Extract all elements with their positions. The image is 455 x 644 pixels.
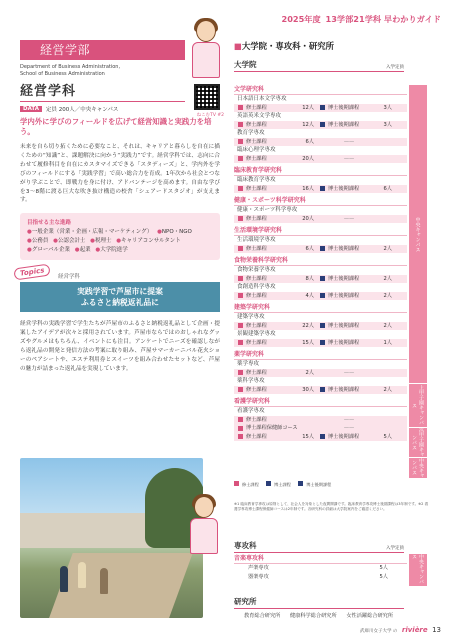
header-year: 2025年度 [281,14,321,24]
program-row: 博士課程保健師コース —— [234,424,407,433]
goal-item: ●NPO・NGO [157,229,192,236]
topics-title-line2: ふるさと納税返礼品に [81,298,159,308]
program-row: 修士課程 6人 博士後期課程 2人 [234,245,407,254]
student-illustration-2 [184,496,224,566]
senkou-capacity-label: 入学定員 [386,546,404,551]
goal-item: ●キャリアコンサルタント [116,238,181,245]
capacity-label: 入学定員 [386,65,404,70]
kenkyu-item: 女性活躍総合研究所 [346,613,394,619]
program-row: 修士課程 8人 博士後期課程 2人 [234,275,407,284]
none-dash: —— [343,416,355,423]
legend [234,481,429,488]
goal-item: ●大学院進学 [95,247,128,254]
senkou-row: 声楽専攻 5人 [248,565,388,571]
field-heading: 臨床教育学研究科 [234,166,407,176]
master-badge-icon [238,340,243,345]
grad-school-heading [234,59,404,72]
senkou-row: 器楽専攻 5人 [248,573,388,580]
master-badge-icon [238,387,243,392]
goal-item: ●グローバル企業 [27,247,71,254]
doctor-badge-icon [320,105,325,110]
none-dash: —— [343,138,355,145]
major-name: 日本語日本文学専攻 [237,96,287,102]
section-title: ■大学院・専攻科・研究所 [234,41,335,51]
master-badge-icon [238,186,243,191]
dept-banner: 経営学部 [20,40,185,60]
qr-code-icon[interactable] [194,84,220,110]
field-heading: 生活環境学研究科 [234,226,407,236]
program-row: 修士課程 2人 —— [234,369,407,378]
master-badge-icon [238,105,243,110]
topics-dept: 経営学科 [58,274,81,281]
master-badge-icon [238,122,243,127]
major-name: 生活環境学専攻 [237,237,276,243]
major-name: 教育学専攻 [237,130,265,136]
doctor-badge-icon [320,293,325,298]
program-row: 修士課程 22人 博士後期課程 2人 [234,322,407,331]
doctor-badge-icon [320,340,325,345]
campus-sidebar [409,85,427,478]
legend-item: 修士課程 [234,481,259,488]
major-name: 臨床教育学専攻 [237,177,276,183]
grad-head: 大学院 [234,60,257,69]
field-heading: 看護学研究科 [234,397,407,407]
page-footer [360,626,441,634]
senkou-table [234,554,407,581]
legend-item: 博士後期課程 [298,481,331,488]
program-row: 修士課程 4人 博士後期課程 2人 [234,292,407,301]
major-name: 薬学専攻 [237,361,260,367]
program-row: 修士課程 20人 —— [234,215,407,224]
program-table [234,85,407,441]
program-row: 修士課程 20人 —— [234,155,407,164]
dept-en-line2: School of Business Administration [20,70,105,77]
campus-label: 中央キャンパス [414,216,421,252]
program-row: 修士課程 12人 博士後期課程 3人 [234,104,407,113]
topics-banner [20,282,220,312]
goals-list [27,228,213,255]
doctor-badge-icon [320,246,325,251]
master-badge-icon [238,323,243,328]
major-name: 英語英米文学専攻 [237,113,282,119]
kenkyu-list [244,612,401,619]
data-row [20,105,220,113]
doctor-badge-icon [320,387,325,392]
doctor-badge-icon [320,122,325,127]
major-name: 健康・スポーツ科学専攻 [237,207,298,213]
none-dash: —— [343,215,355,222]
program-row: 修士課程 30人 博士後期課程 2人 [234,386,407,395]
master-badge-icon [238,293,243,298]
none-dash: —— [343,369,355,376]
program-row: 修士課程 15人 博士後期課程 5人 [234,433,407,442]
doctor-badge-icon [320,323,325,328]
footer-brand: rivière [401,626,428,634]
goals-title: 目指せる主な進路 [27,220,72,227]
master-badge-icon [238,417,243,422]
master-badge-icon [238,370,243,375]
topics-tag: Topics [13,264,51,281]
major-name: 景観建築学専攻 [237,331,276,337]
doctor-badge-icon [320,434,325,439]
senkou-campus-label: 中央キャンパス [409,554,427,586]
major-name: 看護学専攻 [237,408,265,414]
left-column [19,40,224,374]
major-name: 建築学専攻 [237,314,265,320]
qr-label: ねこむTV #2 [196,113,224,118]
field-heading: 建築学研究科 [234,303,407,313]
career-goals-box [20,213,220,260]
senkou-field: 音楽専攻科 [234,554,407,564]
none-dash: —— [343,425,355,431]
dept-title: 経営学科 [20,80,185,102]
goal-item: ●公務員 [27,238,49,245]
major-name: 食創造科学専攻 [237,284,276,290]
right-column [234,40,445,619]
goal-item: ●起業 [74,247,91,254]
master-badge-icon [238,216,243,221]
goal-item: ●公認会計士 [53,238,86,245]
dept-card [20,40,224,260]
doctor-badge-icon [320,186,325,191]
topics-body: 経営学科の実践学習で学生たちが芦屋市のふるさと納税返礼品として企画・提案したアイデアが次々と採用されています。芦屋市ならではのおしゃれなグッズやグルメはもちろん、イベントにも注目。アンケートでニーズを確認しながら返礼品の開発と発信方法の考案に取り組み、芦屋サマーカーニバル花火ショーのペアシートや、エステ利用券とスイーツを組み合わせたセットなど、芦屋の魅力が詰まった返礼品を実現しています。 [20,321,220,372]
program-row: 修士課程 16人 博士後期課程 6人 [234,185,407,194]
footnotes: ※1 臨床教育学専攻は原則として、社会人を対象とした夜間開講です。臨床教育学専攻博士後期課程は3年制です。※2 看護学専攻博士課程保健師コースは2年制です。各研究科の詳細は大学院案内をご確認ください。 [234,502,429,512]
master-badge-icon [238,156,243,161]
master-badge-icon [238,246,243,251]
kenkyu-item: 教育総合研究所 [244,613,281,619]
dept-en-line1: Department of Business Administration, [20,64,121,70]
catch-copy: 学内外に学びのフィールドを広げて経営知識と実践力を培う。 [20,117,212,136]
campus-photo [20,458,203,618]
program-row: 修士課程 6人 —— [234,138,407,147]
major-name: 食物栄養学専攻 [237,267,276,273]
program-row: 修士課程 —— [234,416,407,425]
major-name: 臨床心理学専攻 [237,147,276,153]
page-header [280,14,442,25]
goal-item: ●税理士 [90,238,112,245]
master-badge-icon [238,139,243,144]
topics-section [19,266,220,373]
dept-description: 未来を自ら切り拓くために必要なこと、それは、キャリアと暮らしを自在に描くための“知識”と、課題解決に向かう“実践力”です。経営学科では、志向に合わせて履修科目を自在にカスタマイズできる「スタディーズ」と、学内外を学びのフィールドにする「実践学習」で高い総合力を育成。1年次から社会とつながり学ぶことで、即戦力を身に付け、アドバンテージを高めます。自由な学びを3～8階に渡る巨大な吹き抜け構造の校舎「シェアードスタジオ」が支えます。 [20,144,220,204]
campus-label: 中央キャンパス [411,457,424,478]
doctor-badge-icon [320,276,325,281]
dept-english-name [20,64,220,77]
field-heading: 文学研究科 [234,85,407,95]
program-row: 修士課程 15人 博士後期課程 1人 [234,339,407,348]
header-title: 13学部21学科 早わかりガイド [325,14,441,24]
kenkyu-item: 健康科学総合研究所 [289,613,337,619]
legend-item: 博士課程 [266,481,291,488]
page-number: 13 [432,626,441,634]
topics-title-line1: 実践学習で芦屋市に提案 [77,287,163,297]
field-heading: 食物栄養科学研究科 [234,256,407,266]
field-heading: 健康・スポーツ科学研究科 [234,196,407,206]
kenkyu-heading: 研究所 [234,596,404,609]
master-badge-icon [238,276,243,281]
field-heading: 薬学研究科 [234,350,407,360]
none-dash: —— [343,155,355,162]
goal-item: ●一般企業（営業・企画・広報・マーケティング） [27,229,153,236]
senkou-head: 専攻科 [234,541,257,550]
master-badge-icon [238,426,243,431]
program-row: 修士課程 12人 博士後期課程 3人 [234,121,407,130]
major-name: 薬科学専攻 [237,378,265,384]
campus-label: 上甲子園キャンパス [411,385,424,425]
senkou-heading [234,540,404,553]
data-badge: DATA [20,106,42,112]
data-text: 定員 200人／中央キャンパス [45,107,119,113]
campus-label: 浜甲子園キャンパス [411,427,424,457]
footer-prefix: 武庫川女子大学 の [360,629,398,634]
master-badge-icon [238,434,243,439]
